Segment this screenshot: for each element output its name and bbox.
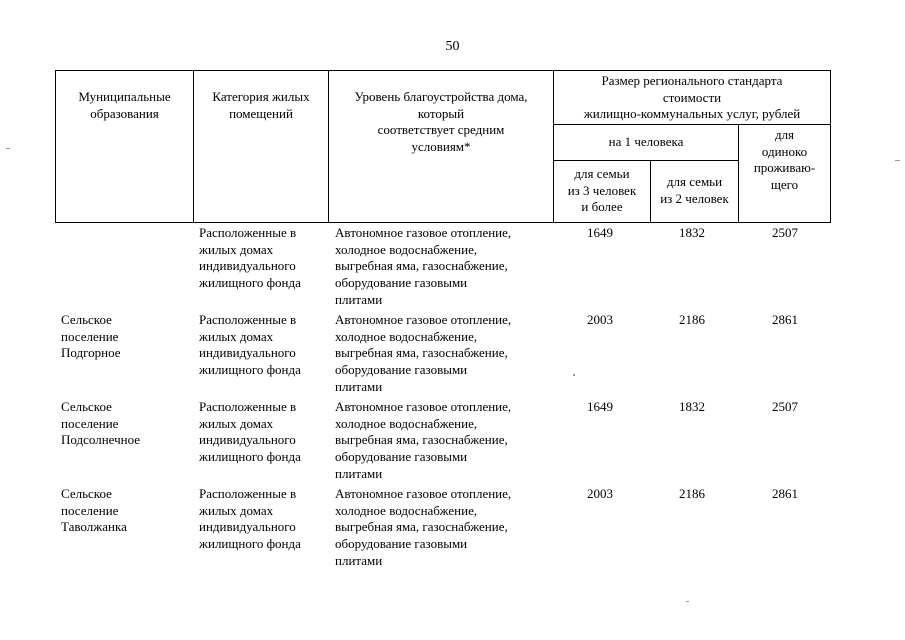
category-cell: Расположенные в жилых домах индивидуального жилищного фонда: [199, 399, 301, 464]
municipality-cell: Сельское поселение Таволжанка: [61, 486, 127, 535]
single-value: 2861: [772, 486, 798, 501]
category-cell: Расположенные в жилых домах индивидуального жилищного фонда: [199, 312, 301, 377]
single-value: 2507: [772, 399, 798, 414]
header-family-3-plus: для семьи из 3 человек и более: [567, 166, 637, 215]
scan-artifact: [573, 374, 575, 376]
page-number: 50: [445, 39, 460, 54]
comfort-cell: Автономное газовое отопление, холодное водоснабжение, выгребная яма, газоснабжение, оборудование газовыми плитами: [335, 399, 512, 481]
scan-artifact: [686, 601, 689, 602]
comfort-cell: Автономное газовое отопление, холодное водоснабжение, выгребная яма, газоснабжение, оборудование газовыми плитами: [335, 486, 512, 568]
family-2-value: 1832: [679, 225, 705, 240]
header-comfort-level: Уровень благоустройства дома, который соответствует средним условиям*: [354, 89, 528, 154]
single-value: 2861: [772, 312, 798, 327]
single-value: 2507: [772, 225, 798, 240]
header-standard-size: Размер регионального стандарта стоимости жилищно-коммунальных услуг, рублей: [583, 73, 801, 122]
table-header: [55, 70, 831, 223]
header-family-2: для семьи из 2 человек: [660, 174, 729, 206]
header-single-resident: для одиноко проживаю- щего: [753, 127, 816, 192]
comfort-cell: Автономное газовое отопление, холодное водоснабжение, выгребная яма, газоснабжение, оборудование газовыми плитами: [335, 312, 512, 394]
header-category: Категория жилых помещений: [212, 89, 310, 121]
family-3-plus-value: 1649: [587, 399, 613, 414]
header-municipality: Муниципальные образования: [78, 89, 171, 121]
scan-artifact: [895, 160, 900, 161]
municipality-cell: Сельское поселение Подсолнечное: [61, 399, 141, 448]
family-3-plus-value: 2003: [587, 312, 613, 327]
comfort-cell: Автономное газовое отопление, холодное водоснабжение, выгребная яма, газоснабжение, оборудование газовыми плитами: [335, 225, 512, 307]
header-per-person: на 1 человека: [608, 134, 684, 149]
family-2-value: 2186: [679, 312, 705, 327]
family-2-value: 2186: [679, 486, 705, 501]
category-cell: Расположенные в жилых домах индивидуального жилищного фонда: [199, 486, 301, 551]
scan-artifact: [6, 148, 10, 149]
category-cell: Расположенные в жилых домах индивидуального жилищного фонда: [199, 225, 301, 290]
family-3-plus-value: 1649: [587, 225, 613, 240]
municipality-cell: Сельское поселение Подгорное: [61, 312, 121, 361]
family-2-value: 1832: [679, 399, 705, 414]
family-3-plus-value: 2003: [587, 486, 613, 501]
